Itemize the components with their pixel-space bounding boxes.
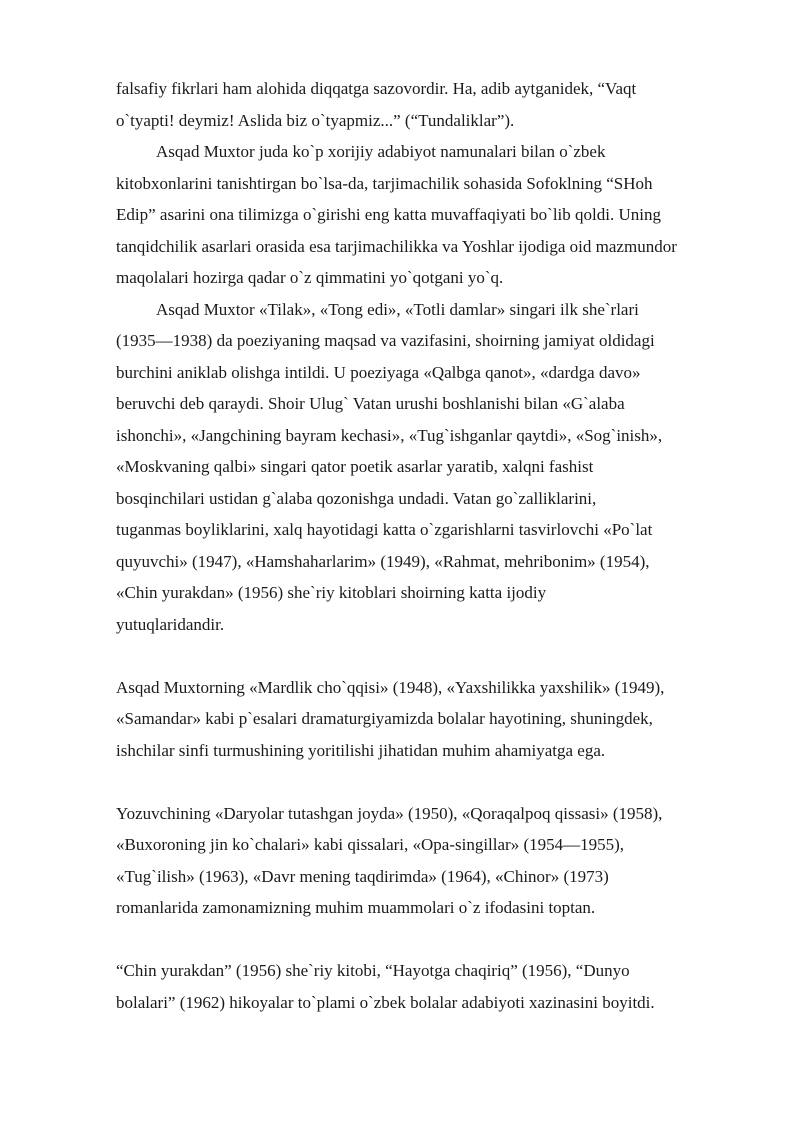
- text-line: yutuqlaridandir.: [116, 614, 225, 634]
- paragraph-5: [116, 798, 736, 924]
- text-line: burchini aniklab olishga intildi. U poeziyaga «Qalbga qanot», «dardga davo»: [116, 362, 641, 382]
- text-line: Edip” asarini ona tilimizga o`girishi eng katta muvaffaqiyati bo`lib qoldi. Uning: [116, 205, 661, 224]
- text-line: bosqinchilari ustidan g`alaba qozonishga undadi. Vatan go`zalliklarini,: [116, 488, 597, 508]
- paragraph-gap: [116, 640, 736, 672]
- text-line: quyuvchi» (1947), «Hamshaharlarim» (1949), «Rahmat, mehribonim» (1954),: [116, 551, 650, 571]
- text-line: maqolalari hozirga qadar o`z qimmatini yo`qotgani yo`q.: [116, 268, 504, 287]
- text-line: ishchilar sinfi turmushining yoritilishi jihatidan muhim ahamiyatga ega.: [116, 740, 606, 760]
- paragraph-gap: [116, 766, 736, 798]
- text-line: falsafiy fikrlari ham alohida diqqatga sazovordir. Ha, adib aytganidek, “Vaqt: [116, 79, 637, 98]
- text-line: Asqad Muxtorning «Mardlik cho`qqisi» (1948), «Yaxshilikka yaxshilik» (1949),: [116, 677, 665, 697]
- text-line: Asqad Muxtor «Tilak», «Tong edi», «Totli damlar» singari ilk she`rlari: [156, 299, 639, 319]
- text-line: romanlarida zamonamizning muhim muammolari o`z ifodasini toptan.: [116, 898, 596, 917]
- text-line: (1935—1938) da poeziyaning maqsad va vazifasini, shoirning jamiyat oldidagi: [116, 331, 655, 350]
- document-body: [116, 73, 736, 1018]
- text-line: “Chin yurakdan” (1956) she`riy kitobi, “Hayotga chaqiriq” (1956), “Dunyo: [116, 961, 630, 980]
- paragraph-2: [116, 136, 736, 294]
- text-line: «Moskvaning qalbi» singari qator poetik asarlar yaratib, xalqni fashist: [116, 457, 594, 476]
- text-line: ishonchi», «Jangchining bayram kechasi», «Tug`ishganlar qaytdi», «Sog`inish»,: [116, 425, 663, 445]
- text-line: beruvchi deb qaraydi. Shoir Ulug` Vatan urushi boshlanishi bilan «G`alaba: [116, 394, 625, 413]
- text-line: bolalari” (1962) hikoyalar to`plami o`zbek bolalar adabiyoti xazinasini boyitdi.: [116, 992, 655, 1012]
- text-line: «Chin yurakdan» (1956) she`riy kitoblari shoirning katta ijodiy: [116, 583, 547, 602]
- paragraph-6: [116, 955, 736, 1018]
- text-line: «Samandar» kabi p`esalari dramaturgiyamizda bolalar hayotining, shuningdek,: [116, 709, 653, 728]
- paragraph-4: [116, 672, 736, 767]
- paragraph-1: [116, 73, 736, 136]
- text-line: o`tyapti! deymiz! Aslida biz o`tyapmiz...” (“Tundaliklar”).: [116, 110, 515, 130]
- text-line: Asqad Muxtor juda ko`p xorijiy adabiyot namunalari bilan o`zbek: [156, 142, 606, 161]
- paragraph-3: [116, 294, 736, 641]
- text-line: tanqidchilik asarlari orasida esa tarjimachilikka va Yoshlar ijodiga oid mazmundor: [116, 236, 677, 256]
- text-line: Yozuvchining «Daryolar tutashgan joyda» (1950), «Qoraqalpoq qissasi» (1958),: [116, 803, 663, 823]
- text-line: «Tug`ilish» (1963), «Davr mening taqdirimda» (1964), «Chinor» (1973): [116, 866, 609, 886]
- text-line: tuganmas boyliklarini, xalq hayotidagi katta o`zgarishlarni tasvirlovchi «Po`lat: [116, 520, 653, 539]
- paragraph-gap: [116, 924, 736, 956]
- text-line: «Buxoroning jin ko`chalari» kabi qissalari, «Opa-singillar» (1954—1955),: [116, 835, 625, 854]
- text-line: kitobxonlarini tanishtirgan bo`lsa-da, tarjimachilik sohasida Sofoklning “SHoh: [116, 173, 653, 193]
